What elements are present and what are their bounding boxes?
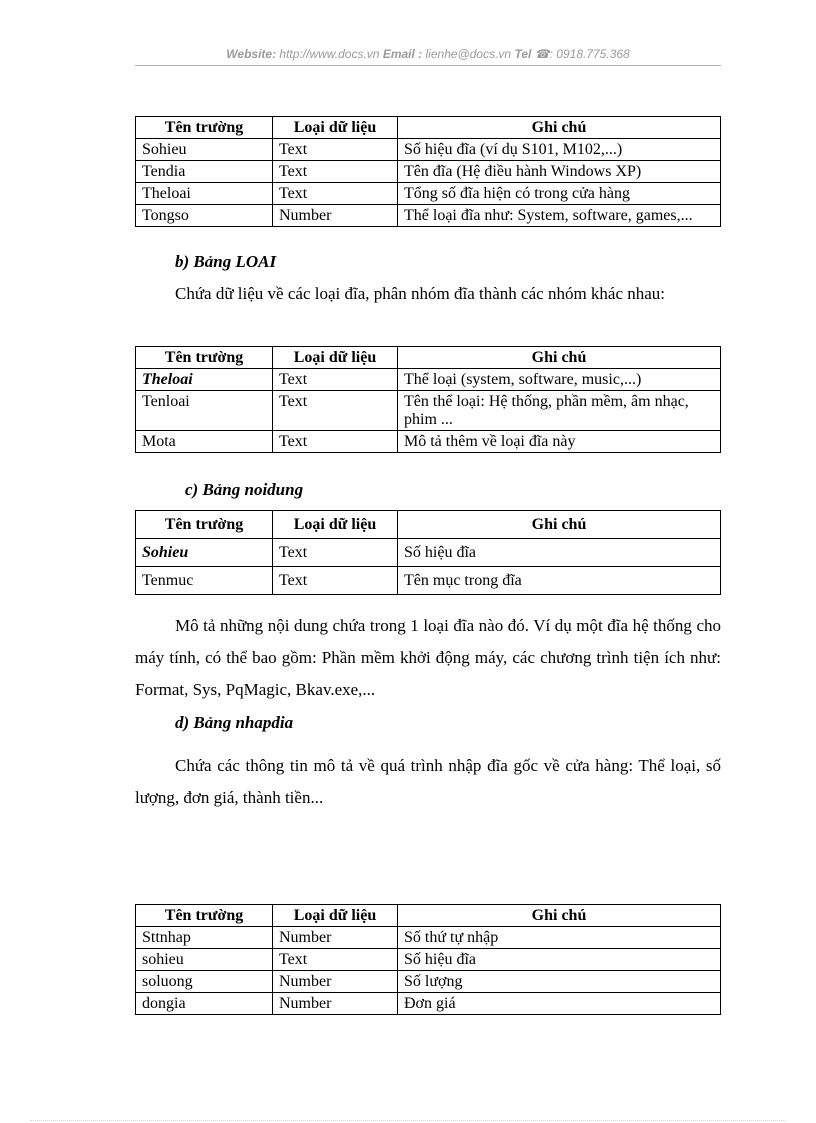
table-fields-noidung — [135, 510, 721, 595]
table-fields-nhapdia — [135, 904, 721, 1015]
cell-type: Text — [273, 183, 398, 205]
table-header-row — [136, 117, 721, 139]
section-heading-noidung: c) Bảng noidung — [185, 480, 304, 499]
cell-note: Thể loại (system, software, music,...) — [398, 369, 721, 391]
cell-note: Tên thể loại: Hệ thống, phần mềm, âm nhạc, phim ... — [398, 391, 721, 431]
cell-type: Text — [273, 391, 398, 431]
paragraph-loai: Chứa dữ liệu về các loại đĩa, phân nhóm đĩa thành các nhóm khác nhau: — [175, 284, 666, 303]
cell-type: Text — [273, 369, 398, 391]
tel-value: : 0918.775.368 — [549, 47, 630, 61]
col-header-type: Loại dữ liệu — [273, 117, 398, 139]
cell-field: Theloai — [136, 183, 273, 205]
email-value[interactable]: lienhe@docs.vn — [425, 47, 512, 61]
cell-type: Number — [273, 971, 398, 993]
table-row — [136, 567, 721, 595]
col-header-field: Tên trường — [136, 905, 273, 927]
email-label: Email : — [382, 47, 423, 61]
paragraph-noidung: Mô tả những nội dung chứa trong 1 loại đĩa nào đó. Ví dụ một đĩa hệ thống cho máy tính, có thể bao gồm: Phần mềm khởi động máy, các chương trình tiện ích như: Format, Sys, PqMagic, Bkav.exe,... — [135, 616, 721, 699]
cell-field: sohieu — [136, 949, 273, 971]
cell-note: Đơn giá — [398, 993, 721, 1015]
table-row — [136, 161, 721, 183]
col-header-type: Loại dữ liệu — [273, 511, 398, 539]
table-row — [136, 139, 721, 161]
cell-note: Thể loại đĩa như: System, software, games,... — [398, 205, 721, 227]
cell-field: dongia — [136, 993, 273, 1015]
cell-field: Tendia — [136, 161, 273, 183]
table-row — [136, 369, 721, 391]
tel-label: Tel — [514, 47, 532, 61]
cell-note: Số hiệu đĩa (ví dụ S101, M102,...) — [398, 139, 721, 161]
cell-type: Text — [273, 539, 398, 567]
col-header-type: Loại dữ liệu — [273, 347, 398, 369]
table-fields-loai — [135, 346, 721, 453]
cell-type: Number — [273, 205, 398, 227]
cell-note: Số hiệu đĩa — [398, 949, 721, 971]
table-row — [136, 949, 721, 971]
cell-field-key: Theloai — [136, 369, 273, 391]
phone-icon: ☎ — [534, 47, 550, 61]
cell-field-key: Sohieu — [136, 539, 273, 567]
website-url[interactable]: http://www.docs.vn — [279, 47, 380, 61]
col-header-field: Tên trường — [136, 347, 273, 369]
website-label: Website: — [226, 47, 277, 61]
page-header — [135, 47, 721, 61]
table-row — [136, 539, 721, 567]
cell-note: Tên đĩa (Hệ điều hành Windows XP) — [398, 161, 721, 183]
table-row — [136, 205, 721, 227]
table-header-row — [136, 905, 721, 927]
table-row — [136, 971, 721, 993]
col-header-note: Ghi chú — [398, 117, 721, 139]
cell-type: Text — [273, 431, 398, 453]
table-header-row — [136, 511, 721, 539]
col-header-note: Ghi chú — [398, 347, 721, 369]
page-bottom-divider — [30, 1120, 786, 1121]
col-header-note: Ghi chú — [398, 905, 721, 927]
cell-note: Mô tả thêm về loại đĩa này — [398, 431, 721, 453]
section-heading-loai: b) Bảng LOAI — [175, 252, 277, 271]
table-row — [136, 183, 721, 205]
cell-type: Text — [273, 949, 398, 971]
table-row — [136, 391, 721, 431]
cell-field: Tenmuc — [136, 567, 273, 595]
cell-field: Tongso — [136, 205, 273, 227]
col-header-field: Tên trường — [136, 117, 273, 139]
cell-note: Số lượng — [398, 971, 721, 993]
col-header-note: Ghi chú — [398, 511, 721, 539]
cell-field: Tenloai — [136, 391, 273, 431]
cell-note: Tổng số đĩa hiện có trong cửa hàng — [398, 183, 721, 205]
cell-note: Số hiệu đĩa — [398, 539, 721, 567]
cell-type: Number — [273, 927, 398, 949]
cell-type: Text — [273, 567, 398, 595]
cell-type: Text — [273, 139, 398, 161]
table-row — [136, 927, 721, 949]
table-fields-dia — [135, 116, 721, 227]
cell-note: Số thứ tự nhập — [398, 927, 721, 949]
header-divider — [135, 65, 721, 66]
cell-note: Tên mục trong đĩa — [398, 567, 721, 595]
table-header-row — [136, 347, 721, 369]
col-header-type: Loại dữ liệu — [273, 905, 398, 927]
cell-field: Mota — [136, 431, 273, 453]
cell-field: Sttnhap — [136, 927, 273, 949]
table-row — [136, 993, 721, 1015]
col-header-field: Tên trường — [136, 511, 273, 539]
cell-field: soluong — [136, 971, 273, 993]
paragraph-nhapdia: Chứa các thông tin mô tả về quá trình nhập đĩa gốc về cửa hàng: Thể loại, số lượng, đơn giá, thành tiền... — [135, 756, 721, 807]
cell-type: Number — [273, 993, 398, 1015]
cell-field: Sohieu — [136, 139, 273, 161]
table-row — [136, 431, 721, 453]
cell-type: Text — [273, 161, 398, 183]
section-heading-nhapdia: d) Bảng nhapdia — [175, 713, 294, 732]
